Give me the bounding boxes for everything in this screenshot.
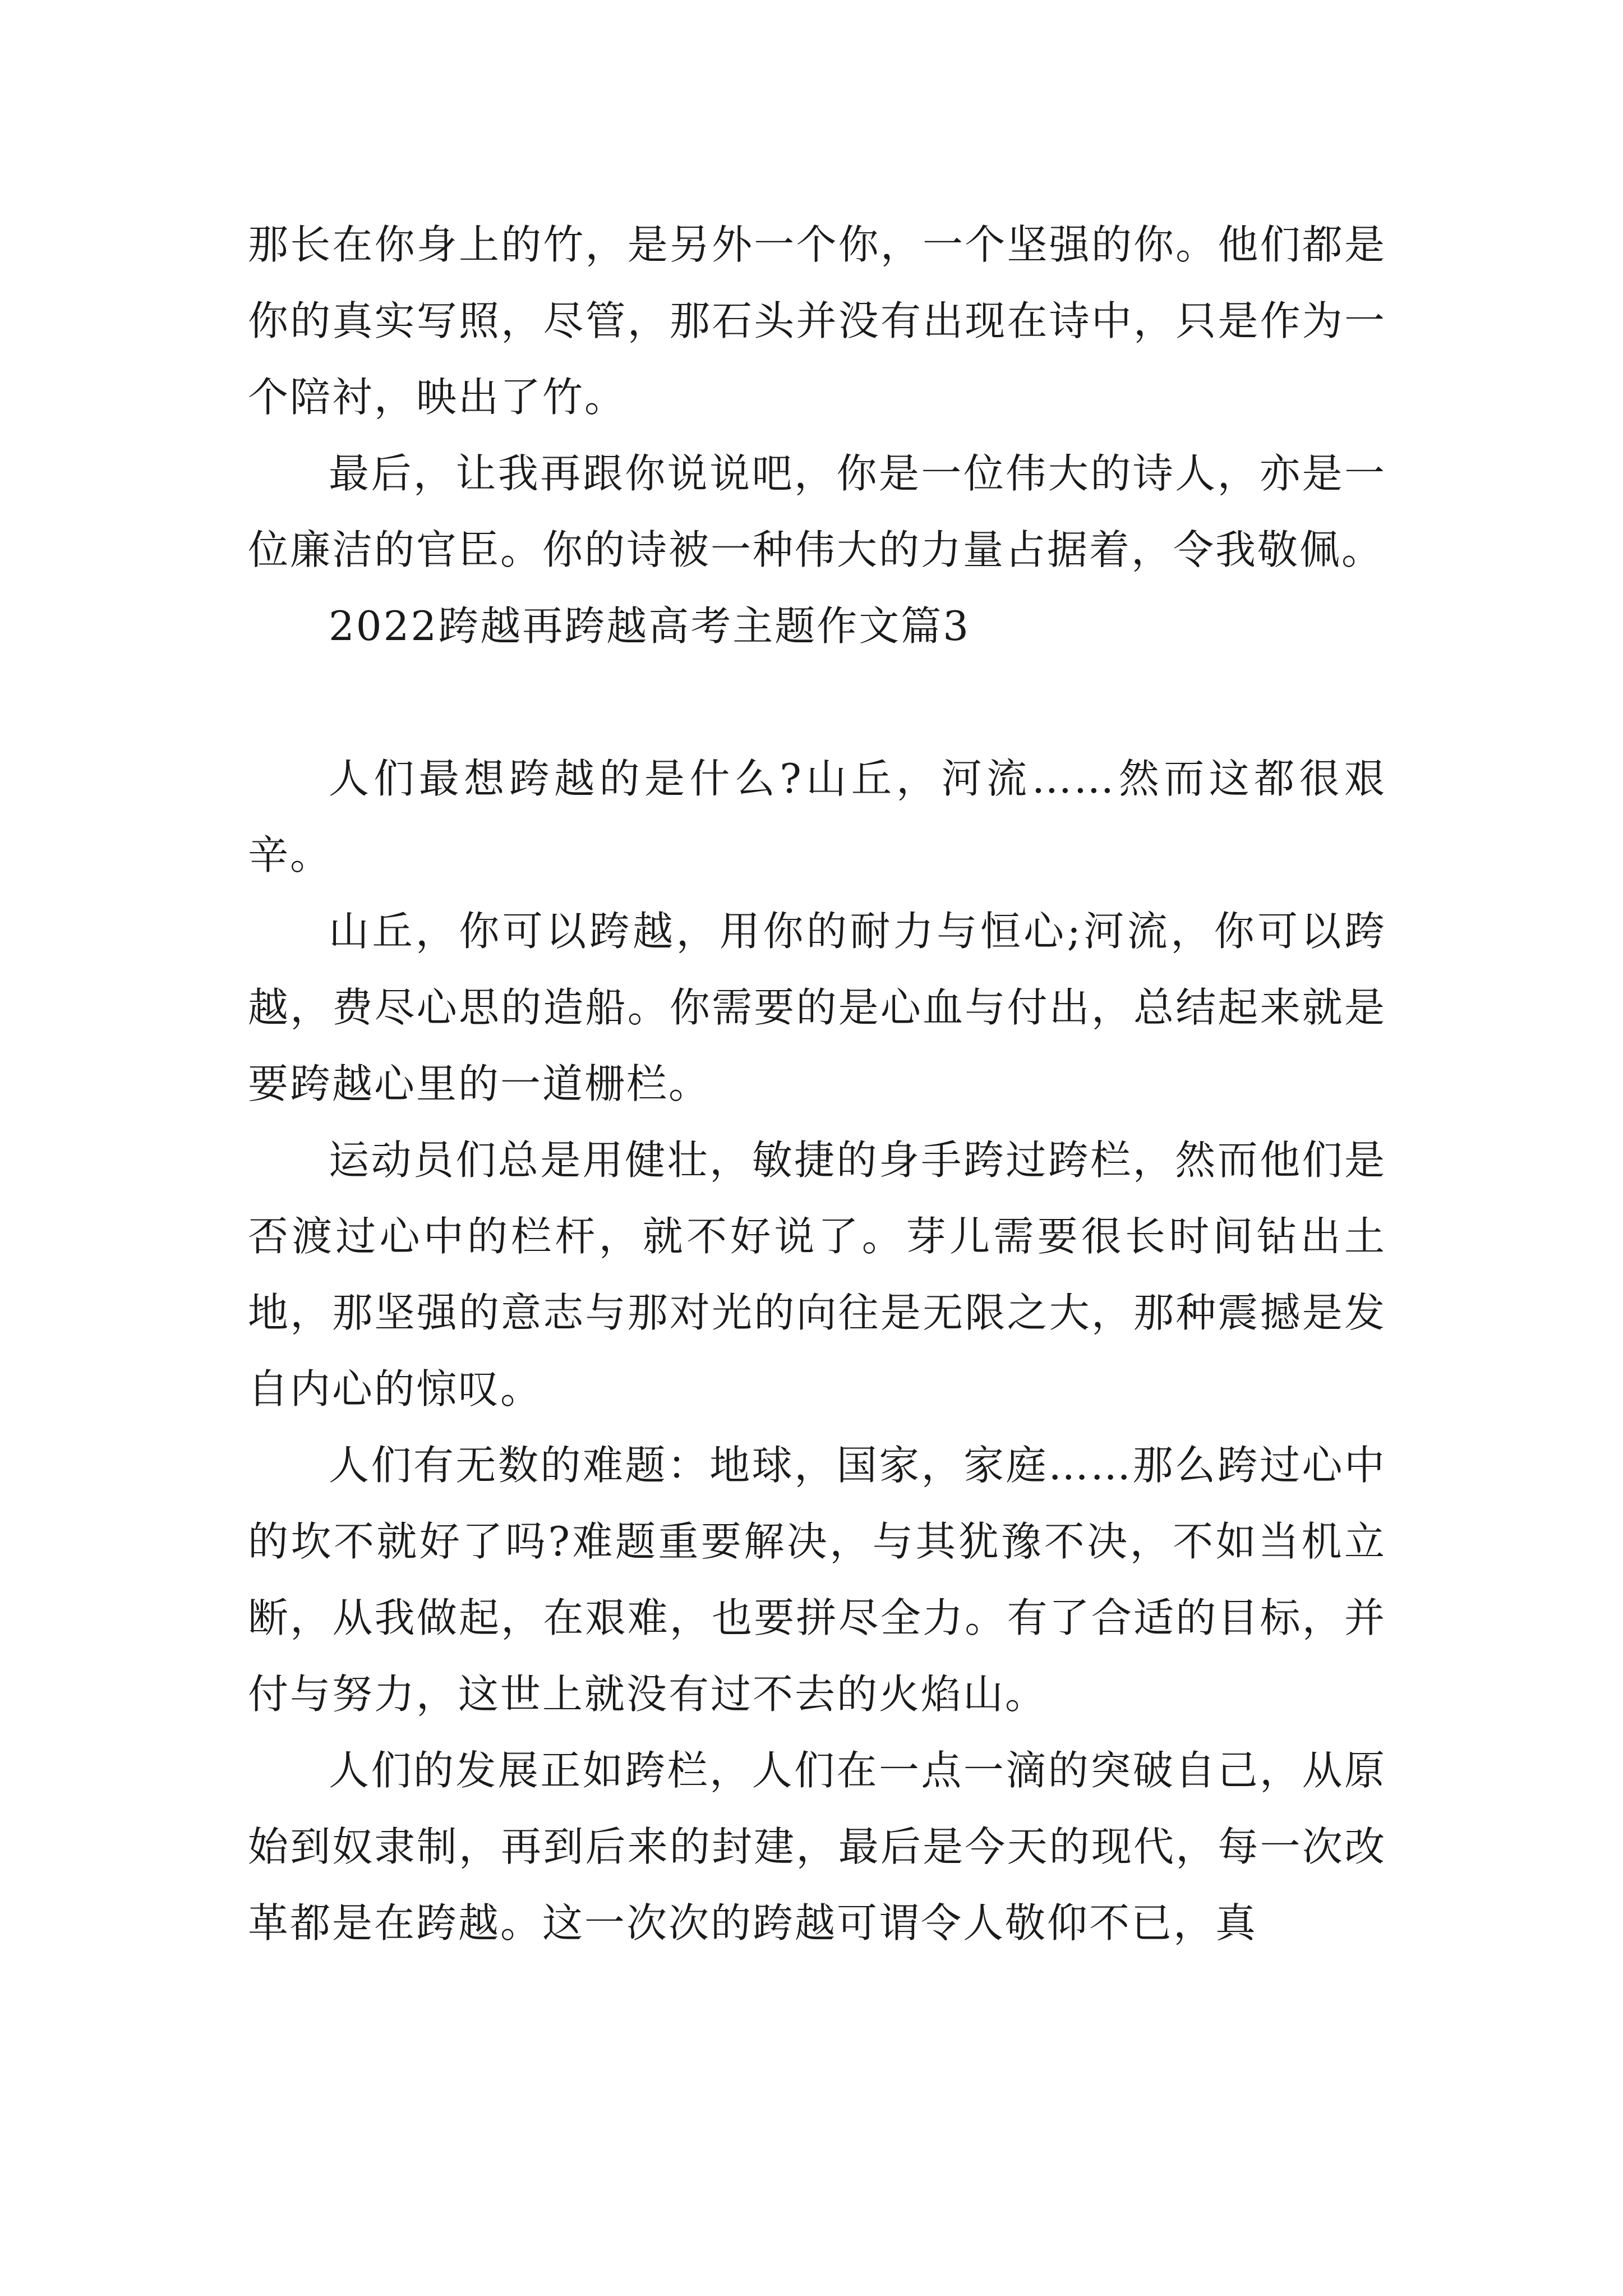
paragraph-development: 人们的发展正如跨栏，人们在一点一滴的突破自己，从原始到奴隶制，再到后来的封建，最后是今天的现代，每一次改革都是在跨越。这一次次的跨越可谓令人敬仰不已，真 <box>248 1747 1386 1947</box>
paragraph-problems: 人们有无数的难题：地球，国家，家庭……那么跨过心中的坎不就好了吗?难题重要解决，与其犹豫不决，不如当机立断，从我做起，在艰难，也要拼尽全力。有了合适的目标，并付与努力，这世上就没有过不去的火焰山。 <box>248 1442 1386 1718</box>
paragraph-question: 人们最想跨越的是什么?山丘，河流……然而这都很艰辛。 <box>248 755 1386 878</box>
paragraph-athletes: 运动员们总是用健壮，敏捷的身手跨过跨栏，然而他们是否渡过心中的栏杆，就不好说了。芽儿需要很长时间钻出土地，那坚强的意志与那对光的向往是无限之大，那种震撼是发自内心的惊叹。 <box>248 1137 1386 1412</box>
paragraph-bamboo: 那长在你身上的竹，是另外一个你，一个坚强的你。他们都是你的真实写照，尽管，那石头并没有出现在诗中，只是作为一个陪衬，映出了竹。 <box>248 221 1386 421</box>
section-spacer <box>248 664 1386 740</box>
section-heading: 2022跨越再跨越高考主题作文篇3 <box>329 602 971 650</box>
paragraph-hills-rivers: 山丘，你可以跨越，用你的耐力与恒心;河流，你可以跨越，费尽心思的造船。你需要的是心血与付出，总结起来就是要跨越心里的一道栅栏。 <box>248 908 1386 1107</box>
document-body <box>248 206 1386 1961</box>
paragraph-conclusion: 最后，让我再跟你说说吧，你是一位伟大的诗人，亦是一位廉洁的官臣。你的诗被一种伟大的力量占据着，令我敬佩。 <box>248 450 1386 573</box>
